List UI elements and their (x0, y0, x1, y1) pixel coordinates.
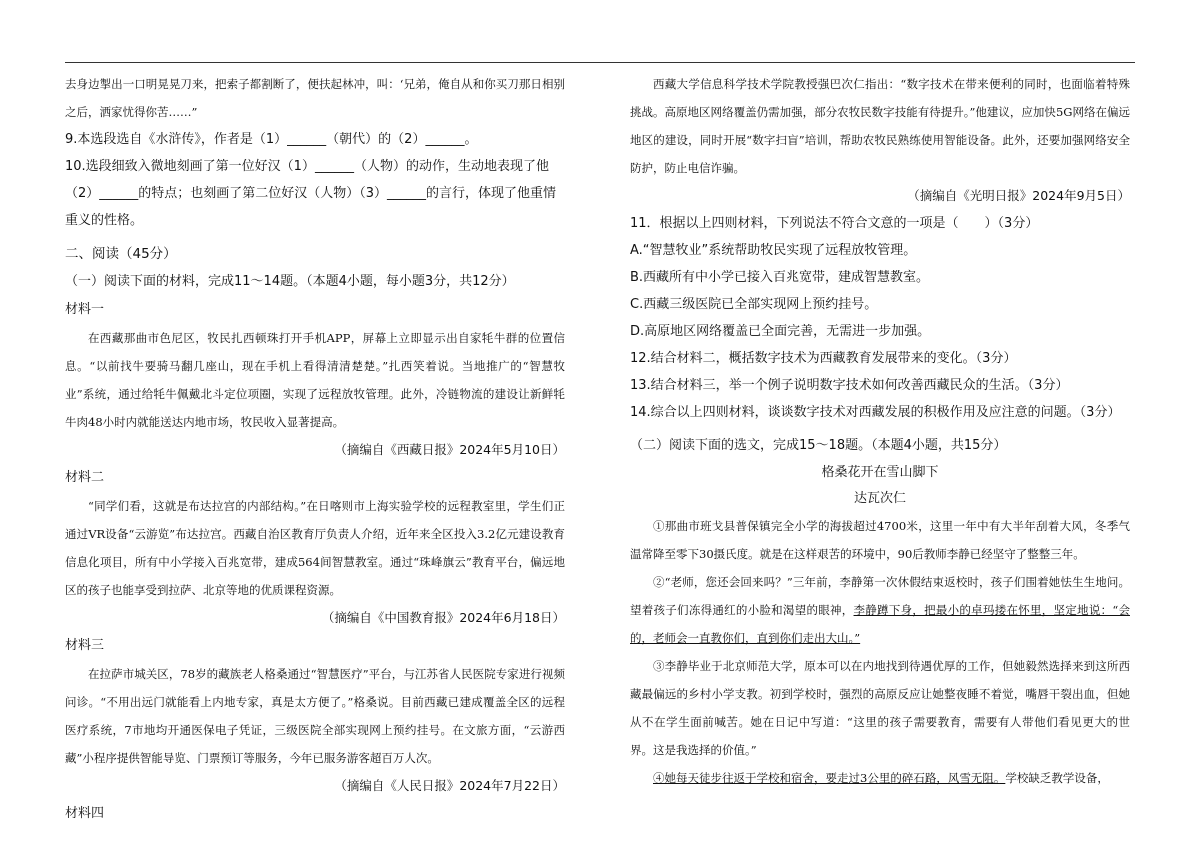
essay-paragraph-4 (630, 764, 1130, 792)
material-3-label: 材料三 (65, 638, 105, 653)
question-11-option-a: A.“智慧牧业”系统帮助牧民实现了远程放牧管理。 (630, 243, 917, 258)
material-1-label: 材料一 (65, 302, 105, 317)
material-4-source: （摘编自《光明日报》2024年9月5日） (907, 188, 1130, 203)
question-10: 10.选段细致入微地刻画了第一位好汉（1）______（人物）的动作，生动地表现了他（2）______的特点；也刻画了第二位好汉（人物）（3）______的言行，体现了他重情重义的性格。 (65, 159, 557, 228)
section-title: 二、阅读（45分） (65, 246, 177, 262)
right-column (630, 70, 1130, 792)
material-1-source: （摘编自《西藏日报》2024年5月10日） (334, 442, 565, 457)
header-rule (65, 62, 1135, 63)
question-11-option-d: D.高原地区网络覆盖已全面完善，无需进一步加强。 (630, 324, 931, 339)
essay-author: 达瓦次仁 (853, 491, 906, 506)
essay-title: 格桑花开在雪山脚下 (821, 465, 939, 480)
passage-continuation: 去身边掣出一口明晃晃刀来，把索子都割断了，便扶起林冲，叫：‘兄弟，俺自从和你买刀那日相别之后，洒家忧得你苦……” (65, 77, 565, 119)
question-11: 11．根据以上四则材料，下列说法不符合文意的一项是（ ）（3分） (630, 216, 1039, 231)
question-13: 13.结合材料三，举一个例子说明数字技术如何改善西藏民众的生活。（3分） (630, 378, 1069, 393)
material-2-text: “同学们看，这就是布达拉宫的内部结构。”在日喀则市上海实验学校的远程教室里，学生们正通过VR设备“云游览”布达拉宫。西藏自治区教育厅负责人介绍，近年来全区投入3.2亿元建设教育信息化项目，所有中小学接入百兆宽带，建成564间智慧教室。通过“珠峰旗云”教育平台，偏远地区的孩子也能享受到拉萨、北京等地的优质课程资源。 (65, 499, 565, 597)
question-11-option-c: C.西藏三级医院已全部实现网上预约挂号。 (630, 297, 878, 312)
question-9: 9.本选段选自《水浒传》，作者是（1）______（朝代）的（2）______。 (65, 132, 478, 147)
subsection-title: （一）阅读下面的材料，完成11～14题。（本题4小题，每小题3分，共12分） (65, 274, 515, 289)
paragraph-2-underlined: 李静蹲下身，把最小的卓玛搂在怀里，坚定地说：“会的，老师会一直教你们，直到你们走出大山。” (630, 603, 1130, 645)
left-column (65, 70, 565, 828)
paragraph-4-text: 学校缺乏教学设备， (1005, 771, 1109, 785)
essay-paragraph-3: ③李静毕业于北京师范大学，原本可以在内地找到待遇优厚的工作，但她毅然选择来到这所西藏最偏远的乡村小学支教。初到学校时，强烈的高原反应让她整夜睡不着觉，嘴唇干裂出血，但她从不在学生面前喊苦。她在日记中写道：“这里的孩子需要教育，需要有人带他们看见更大的世界。这是我选择的价值。” (630, 659, 1130, 757)
material-4-text: 西藏大学信息科学技术学院教授强巴次仁指出：“数字技术在带来便利的同时，也面临着特殊挑战。高原地区网络覆盖仍需加强，部分农牧民数字技能有待提升。”他建议，应加快5G网络在偏远地区的建设，同时开展“数字扫盲”培训，帮助农牧民熟练使用智能设备。此外，还要加强网络安全防护，防止电信诈骗。 (630, 77, 1130, 175)
essay-paragraph-1: ①那曲市班戈县普保镇完全小学的海拔超过4700米，这里一年中有大半年刮着大风，冬季气温常降至零下30摄氏度。就是在这样艰苦的环境中，90后教师李静已经坚守了整整三年。 (630, 519, 1130, 561)
material-3-source: （摘编自《人民日报》2024年7月22日） (334, 778, 565, 793)
essay-paragraph-2 (630, 568, 1130, 652)
material-2-source: （摘编自《中国教育报》2024年6月18日） (321, 610, 565, 625)
paragraph-4-underlined: ④她每天徒步往返于学校和宿舍，要走过3公里的碎石路，风雪无阻。 (653, 771, 1006, 785)
question-12: 12.结合材料二，概括数字技术为西藏教育发展带来的变化。（3分） (630, 351, 1017, 366)
material-1-text: 在西藏那曲市色尼区，牧民扎西顿珠打开手机APP，屏幕上立即显示出自家牦牛群的位置信息。“以前找牛要骑马翻几座山，现在手机上看得清清楚楚。”扎西笑着说。当地推广的“智慧牧业”系统，通过给牦牛佩戴北斗定位项圈，实现了远程放牧管理。此外，冷链物流的建设让新鲜牦牛肉48小时内就能送达内地市场，牧民收入显著提高。 (65, 331, 565, 429)
question-14: 14.综合以上四则材料，谈谈数字技术对西藏发展的积极作用及应注意的问题。（3分） (630, 405, 1121, 420)
paragraph-2-text: ②“老师，您还会回来吗？”三年前，李静第一次休假结束返校时，孩子们围着她怯生生地问。望着孩子们冻得通红的小脸和渴望的眼神， (630, 575, 1130, 617)
material-2-label: 材料二 (65, 470, 105, 485)
material-4-label: 材料四 (65, 806, 105, 821)
subsection-2-title: （二）阅读下面的选文，完成15～18题。（本题4小题，共15分） (630, 438, 1007, 453)
material-3-text: 在拉萨市城关区，78岁的藏族老人格桑通过“智慧医疗”平台，与江苏省人民医院专家进行视频问诊。“不用出远门就能看上内地专家，真是太方便了。”格桑说。目前西藏已建成覆盖全区的远程医疗系统，7市地均开通医保电子凭证，三级医院全部实现网上预约挂号。在文旅方面，“云游西藏”小程序提供智能导览、门票预订等服务，今年已服务游客超百万人次。 (65, 667, 565, 765)
question-11-option-b: B.西藏所有中小学已接入百兆宽带，建成智慧教室。 (630, 270, 930, 285)
